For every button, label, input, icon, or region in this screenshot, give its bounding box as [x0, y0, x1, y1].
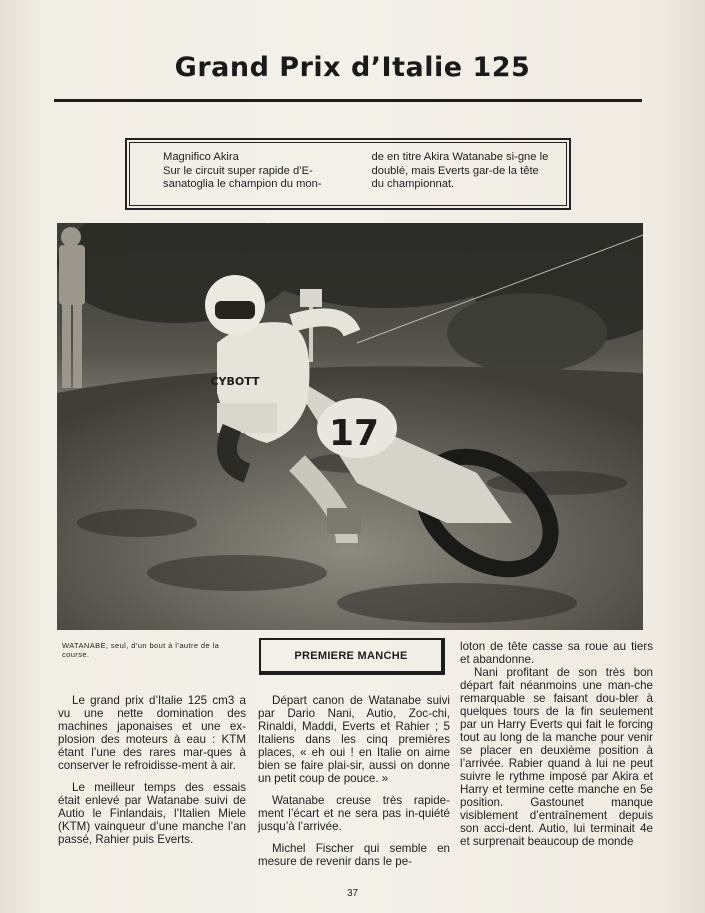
- paragraph: Watanabe creuse très rapide-ment l’écart et ne sera pas in-quiété jusqu’à l’arrivée.: [258, 794, 450, 833]
- article-title: Grand Prix d’Italie 125: [174, 52, 531, 83]
- title-rule: [54, 99, 642, 102]
- article-column-3: [460, 640, 653, 848]
- intro-left-text: Sur le circuit super rapide d’E-sanatoglia le champion du mon-: [163, 164, 322, 190]
- paragraph: Le meilleur temps des essais était enlevé par Watanabe suivi de Autio le Finlandais, l’Italien Miele (KTM) vainqueur d’une manche l’an passé, Rahier puis Everts.: [58, 781, 246, 846]
- paragraph: loton de tête casse sa roue au tiers et abandonne.: [460, 640, 653, 666]
- intro-left-column: [163, 151, 362, 205]
- page-number: 37: [346, 888, 359, 899]
- paragraph: Michel Fischer qui semble en mesure de revenir dans le pe-: [258, 842, 450, 868]
- article-column-1: [58, 694, 246, 855]
- section-heading-box: [259, 638, 445, 675]
- paragraph: Départ canon de Watanabe suivi par Dario Nani, Autio, Zoc-chi, Rinaldi, Maddi, Everts et Rahier ; 5 Italiens dans les cinq premières places, « eh oui ! en Italie on aime bien se faire plai-sir, aussi on donne un petit coup de pouce. »: [258, 694, 450, 785]
- race-photo: [57, 223, 643, 630]
- intro-box-inner: [129, 142, 567, 206]
- article-column-2: [258, 694, 450, 877]
- section-heading: PREMIERE MANCHE: [294, 649, 408, 662]
- intro-heading: Magnifico Akira: [163, 151, 239, 163]
- motocross-rider-image: [57, 223, 643, 630]
- paragraph: Le grand prix d’Italie 125 cm3 a vu une nette domination des machines japonaises et une ex-plosion des moteurs à eau : KTM étant l’une des rares mar-ques à conserver le refroidisse-ment à air.: [58, 694, 246, 772]
- paragraph: Nani profitant de son très bon départ fait néanmoins une man-che remarquable se faisant dou-bler à quelques tours de la fin seulement par un Harry Everts qui fait le forcing tout au long de la manche pour venir se placer en deuxième position à l’arrivée. Rabier quand à lui ne peut suivre le rythme imposé par Akira et Harry et termine cette manche en 5e position. Gastounet manque visiblement d’entraînement depuis son acci-dent. Autio, lui terminait 4e et surprenait beaucoup de monde: [460, 666, 653, 848]
- photo-caption: WATANABE, seul, d’un bout à l’autre de la course.: [62, 641, 220, 659]
- rider-bib-brand: CYBOTT: [210, 375, 260, 388]
- intro-box: [125, 138, 571, 210]
- bike-number-plate: 17: [329, 413, 380, 454]
- intro-right-column: de en titre Akira Watanabe si-gne le doublé, mais Everts gar-de la tête du championnat.: [371, 151, 549, 190]
